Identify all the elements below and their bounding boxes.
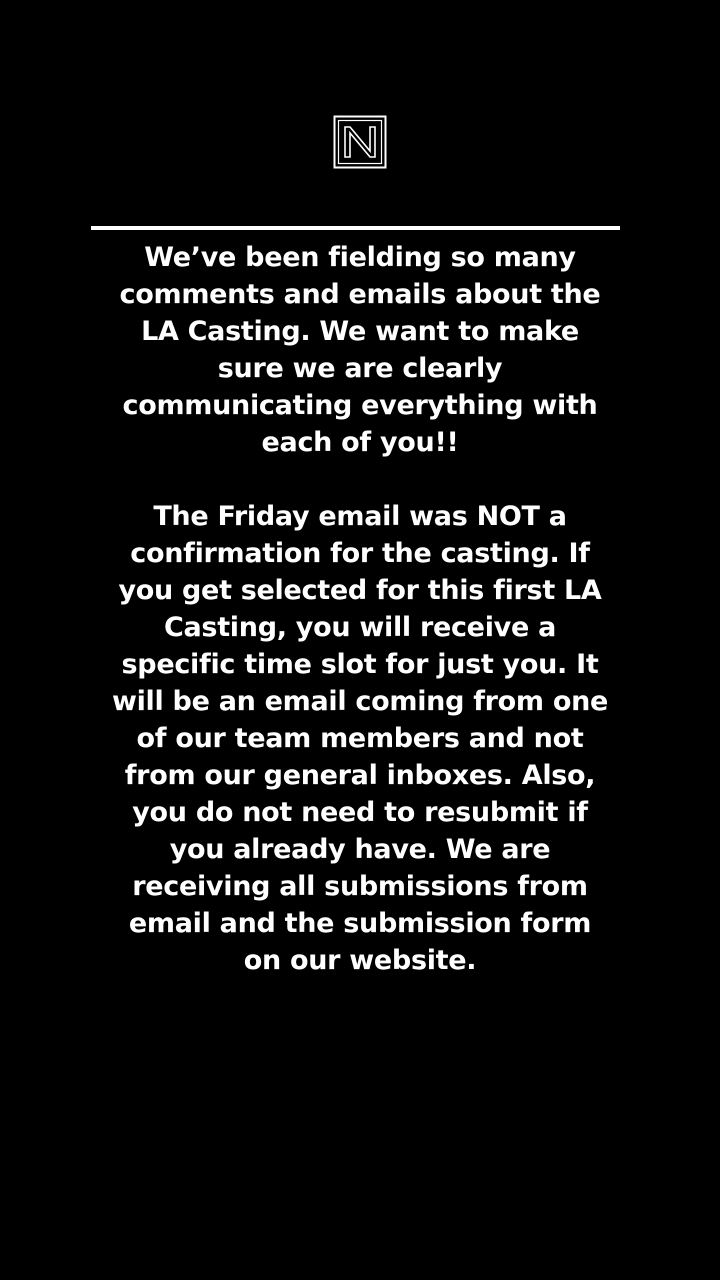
text-line: confirmation for the casting. If [130, 538, 590, 569]
announcement-paragraph-1 [40, 239, 680, 461]
text-line: specific time slot for just you. It [121, 649, 599, 680]
text-line: on our website. [243, 945, 477, 976]
text-line: from our general inboxes. Also, [124, 760, 596, 791]
text-line: communicating everything with [122, 390, 598, 421]
text-line: will be an email coming from one [111, 686, 609, 717]
header-divider [91, 226, 620, 230]
paragraph-spacer [40, 461, 680, 498]
text-line: each of you!! [261, 427, 459, 458]
text-line: The Friday email was NOT a [153, 501, 567, 532]
text-line: We’ve been fielding so many [144, 242, 576, 273]
text-line: you get selected for this first LA [118, 575, 602, 606]
text-line: comments and emails about the [119, 279, 601, 310]
text-line: receiving all submissions from [132, 871, 588, 902]
text-line: of our team members and not [136, 723, 584, 754]
text-line: Casting, you will receive a [164, 612, 556, 643]
text-line: LA Casting. We want to make [141, 316, 579, 347]
text-line: you do not need to resubmit if [132, 797, 588, 828]
text-line: you already have. We are [169, 834, 551, 865]
n-monogram-logo-icon [333, 115, 387, 169]
announcement-text [40, 239, 680, 979]
text-line: email and the submission form [128, 908, 592, 939]
text-line: sure we are clearly [217, 353, 503, 384]
announcement-paragraph-2 [40, 498, 680, 979]
